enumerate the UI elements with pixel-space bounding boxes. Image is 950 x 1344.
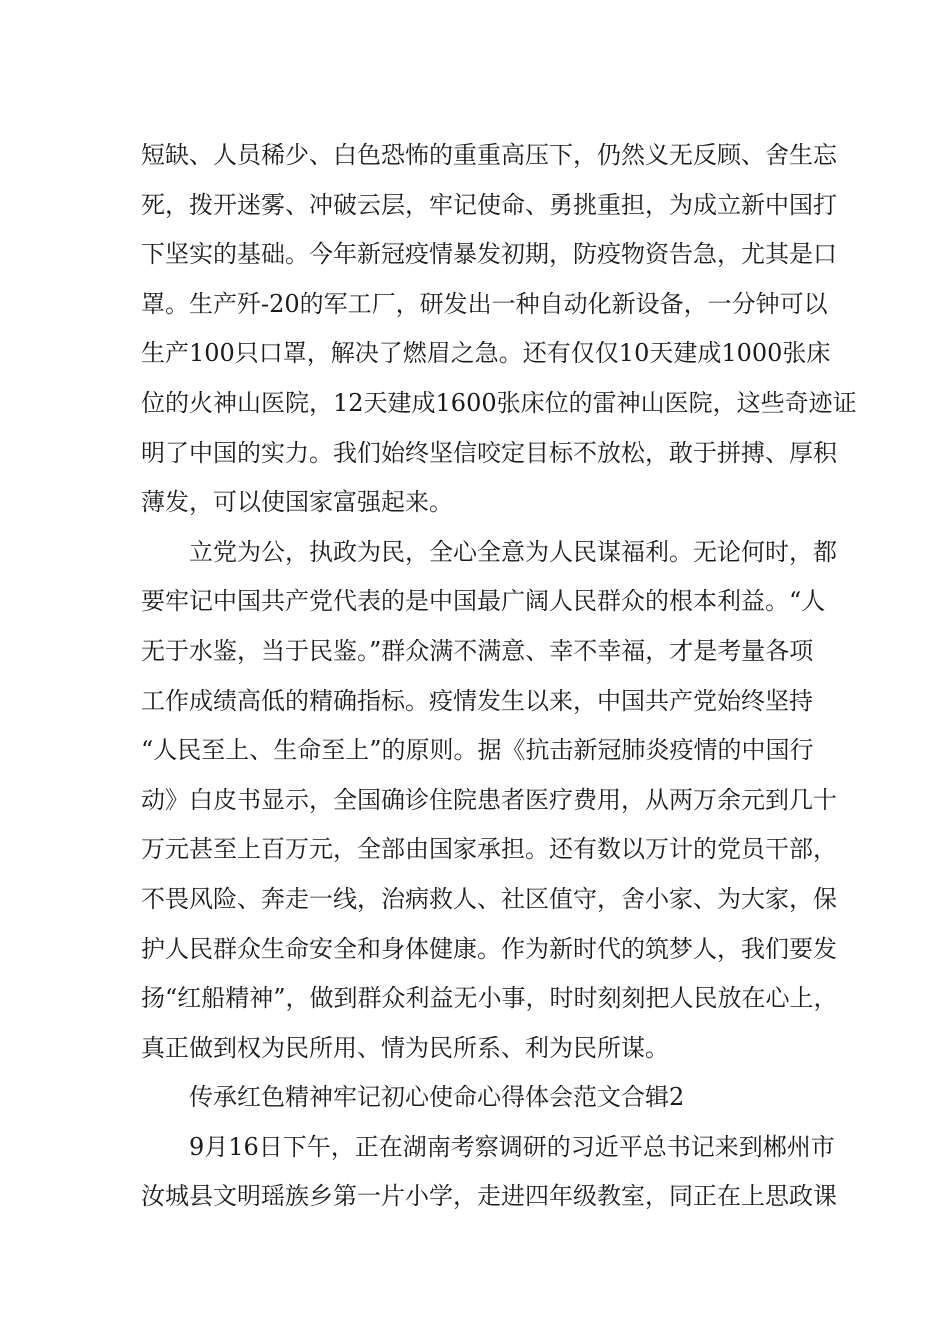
text-line: 动》白皮书显示，全国确诊住院患者医疗费用，从两万余元到几十 bbox=[141, 785, 837, 814]
paragraph bbox=[141, 1123, 837, 1222]
section-heading bbox=[141, 1073, 813, 1123]
text-line: 薄发，可以使国家富强起来。 bbox=[141, 488, 453, 517]
text-line: 短缺、人员稀少、白色恐怖的重重高压下，仍然义无反顾、舍生忘 bbox=[141, 141, 837, 169]
paragraph bbox=[141, 528, 838, 1074]
text-line: 罩。生产歼-20的军工厂，研发出一种自动化新设备，一分钟可以 bbox=[141, 289, 828, 318]
text-line: 位的火神山医院，12天建成1600张床位的雷神山医院，这些奇迹证 bbox=[141, 388, 857, 417]
text-line: 不畏风险、奔走一线，治病救人、社区值守，舍小家、为大家，保 bbox=[141, 884, 837, 913]
heading-line: 传承红色精神牢记初心使命心得体会范文合辑2 bbox=[189, 1083, 685, 1112]
text-line: 无于水鉴，当于民鉴。”群众满不满意、幸不幸福，才是考量各项 bbox=[141, 636, 814, 665]
text-line: 生产100只口罩，解决了燃眉之急。还有仅仅10天建成1000张床 bbox=[141, 339, 831, 368]
text-line: 明了中国的实力。我们始终坚信咬定目标不放松，敢于拼搏、厚积 bbox=[141, 438, 837, 467]
text-line: 护人民群众生命安全和身体健康。作为新时代的筑梦人，我们要发 bbox=[141, 934, 837, 963]
text-line: 死，拨开迷雾、冲破云层，牢记使命、勇挑重担，为成立新中国打 bbox=[141, 190, 837, 219]
document-body bbox=[141, 131, 857, 1222]
text-line: 工作成绩高低的精确指标。疫情发生以来，中国共产党始终坚持 bbox=[141, 686, 813, 715]
paragraph bbox=[141, 131, 857, 528]
text-line: 9月16日下午，正在湖南考察调研的习近平总书记来到郴州市 bbox=[189, 1132, 835, 1161]
text-line: 万元甚至上百万元，全部由国家承担。还有数以万计的党员干部， bbox=[141, 835, 837, 864]
text-line: 要牢记中国共产党代表的是中国最广阔人民群众的根本利益。“人 bbox=[141, 587, 826, 616]
text-line: 扬“红船精神”，做到群众利益无小事，时时刻刻把人民放在心上， bbox=[141, 984, 838, 1013]
text-line: “人民至上、生命至上”的原则。据《抗击新冠肺炎疫情的中国行 bbox=[141, 736, 814, 765]
text-line: 汝城县文明瑶族乡第一片小学，走进四年级教室，同正在上思政课 bbox=[141, 1182, 837, 1211]
text-line: 立党为公，执政为民，全心全意为人民谋福利。无论何时，都 bbox=[189, 537, 837, 566]
text-line: 下坚实的基础。今年新冠疫情暴发初期，防疫物资告急，尤其是口 bbox=[141, 240, 837, 269]
text-line: 真正做到权为民所用、情为民所系、利为民所谋。 bbox=[141, 1033, 669, 1062]
